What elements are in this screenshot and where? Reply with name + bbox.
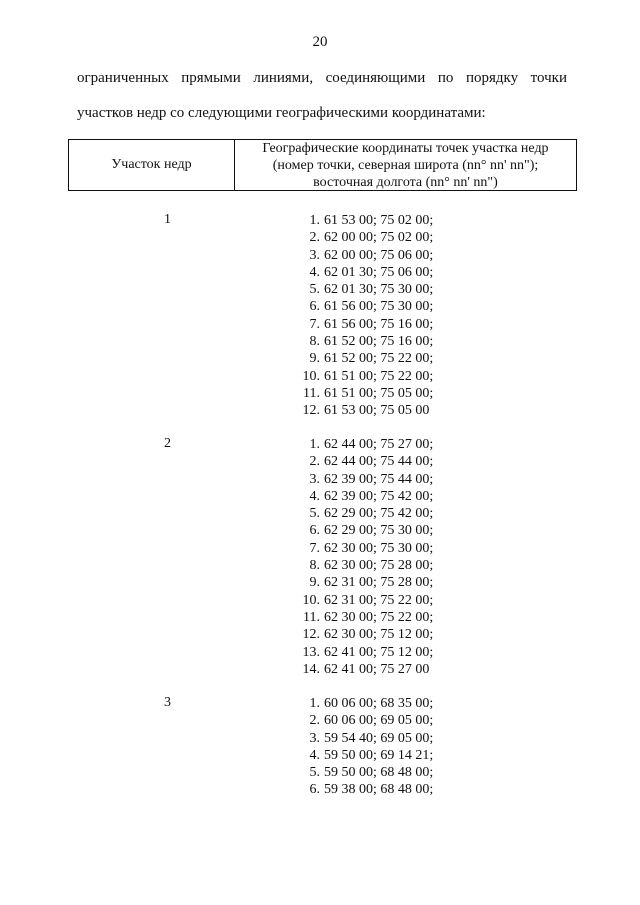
- point-coordinates: 62 39 00; 75 42 00;: [324, 488, 434, 504]
- coordinate-row: [262, 402, 466, 419]
- point-coordinates: 62 30 00; 75 28 00;: [324, 558, 434, 574]
- point-coordinates: 59 38 00; 68 48 00;: [324, 782, 434, 798]
- coordinate-row: [262, 316, 466, 333]
- point-coordinates: 61 52 00; 75 22 00;: [324, 351, 434, 367]
- coordinate-row: [262, 471, 466, 488]
- point-number: 6.: [309, 299, 320, 315]
- point-number: 11.: [303, 385, 320, 401]
- point-number: 10.: [302, 368, 320, 384]
- coordinate-row: [262, 436, 466, 453]
- coordinate-row: [262, 350, 466, 367]
- header-coordinates-line-3: восточная долгота (nn° nn' nn"): [313, 174, 498, 190]
- coordinate-row: [262, 229, 466, 246]
- coordinate-row: [262, 505, 466, 522]
- point-number: 2.: [309, 454, 320, 470]
- point-number: 11.: [303, 609, 320, 625]
- point-coordinates: 61 56 00; 75 16 00;: [324, 316, 434, 332]
- point-number: 4.: [309, 488, 320, 504]
- coordinate-row: [262, 592, 466, 609]
- coordinate-row: [262, 385, 466, 402]
- point-coordinates: 62 44 00; 75 44 00;: [324, 454, 434, 470]
- point-coordinates: 62 31 00; 75 22 00;: [324, 592, 434, 608]
- coordinate-row: [262, 695, 466, 712]
- coordinate-row: [262, 540, 466, 557]
- point-number: 12.: [302, 627, 320, 643]
- coordinate-row: [262, 298, 466, 315]
- point-number: 4.: [309, 747, 320, 763]
- coordinate-list: [262, 695, 466, 799]
- point-coordinates: 62 44 00; 75 27 00;: [324, 437, 434, 452]
- point-coordinates: 62 29 00; 75 42 00;: [324, 506, 434, 522]
- point-number: 9.: [309, 575, 320, 591]
- point-number: 12.: [302, 403, 320, 419]
- point-number: 8.: [309, 558, 320, 574]
- coordinate-row: [262, 368, 466, 385]
- coordinate-row: [262, 712, 466, 729]
- paragraph-line-1: ограниченных прямыми линиями, соединяющими по порядку точки: [77, 70, 567, 86]
- header-coordinates-line-1: Географические координаты точек участка недр: [262, 140, 549, 156]
- coordinate-list: [262, 436, 466, 678]
- point-number: 5.: [309, 765, 320, 781]
- point-coordinates: 59 50 00; 69 14 21;: [324, 747, 434, 763]
- coordinates-table-header: [68, 139, 577, 191]
- point-number: 5.: [309, 282, 320, 298]
- point-coordinates: 61 56 00; 75 30 00;: [324, 299, 434, 315]
- point-coordinates: 62 00 00; 75 02 00;: [324, 230, 434, 246]
- point-coordinates: 62 41 00; 75 27 00: [324, 661, 430, 677]
- coordinate-row: [262, 747, 466, 764]
- point-number: 2.: [309, 230, 320, 246]
- point-number: 3.: [309, 471, 320, 487]
- point-coordinates: 62 00 00; 75 06 00;: [324, 247, 434, 263]
- point-coordinates: 59 50 00; 68 48 00;: [324, 765, 434, 781]
- coordinate-row: [262, 557, 466, 574]
- point-number: 8.: [309, 334, 320, 350]
- point-coordinates: 62 30 00; 75 22 00;: [324, 609, 434, 625]
- coordinate-row: [262, 626, 466, 643]
- point-number: 3.: [309, 730, 320, 746]
- point-coordinates: 59 54 40; 69 05 00;: [324, 730, 434, 746]
- point-coordinates: 62 30 00; 75 30 00;: [324, 540, 434, 556]
- point-number: 7.: [309, 540, 320, 556]
- point-number: 3.: [309, 247, 320, 263]
- point-number: 13.: [302, 644, 320, 660]
- plot-number: 1: [164, 212, 171, 227]
- header-coordinates-line-2: (номер точки, северная широта (nn° nn' nn");: [272, 157, 539, 173]
- coordinate-list: [262, 212, 466, 420]
- point-number: 6.: [309, 523, 320, 539]
- header-coordinates-column: [235, 140, 576, 190]
- point-coordinates: 62 41 00; 75 12 00;: [324, 644, 434, 660]
- point-coordinates: 62 31 00; 75 28 00;: [324, 575, 434, 591]
- point-coordinates: 61 53 00; 75 02 00;: [324, 213, 434, 228]
- point-number: 1.: [309, 437, 320, 452]
- coordinate-row: [262, 661, 466, 678]
- point-coordinates: 61 52 00; 75 16 00;: [324, 334, 434, 350]
- point-coordinates: 60 06 00; 68 35 00;: [324, 696, 434, 711]
- coordinate-row: [262, 333, 466, 350]
- point-coordinates: 61 51 00; 75 05 00;: [324, 385, 434, 401]
- coordinate-row: [262, 781, 466, 798]
- point-coordinates: 60 06 00; 69 05 00;: [324, 713, 434, 729]
- point-number: 1.: [309, 213, 320, 228]
- coordinate-row: [262, 609, 466, 626]
- plot-number: 3: [164, 695, 171, 710]
- point-number: 1.: [309, 696, 320, 711]
- point-number: 7.: [309, 316, 320, 332]
- point-number: 4.: [309, 264, 320, 280]
- point-number: 5.: [309, 506, 320, 522]
- coordinate-row: [262, 264, 466, 281]
- point-coordinates: 62 39 00; 75 44 00;: [324, 471, 434, 487]
- page-number: 20: [312, 34, 328, 50]
- plot-number: 2: [164, 436, 171, 451]
- coordinate-row: [262, 574, 466, 591]
- point-number: 9.: [309, 351, 320, 367]
- coordinate-row: [262, 764, 466, 781]
- header-plot-column: Участок недр: [69, 140, 235, 190]
- paragraph-line-2: участков недр со следующими географическими координатами:: [77, 105, 486, 121]
- coordinate-row: [262, 522, 466, 539]
- coordinate-row: [262, 488, 466, 505]
- point-coordinates: 62 01 30; 75 06 00;: [324, 264, 434, 280]
- point-coordinates: 62 29 00; 75 30 00;: [324, 523, 434, 539]
- point-coordinates: 61 51 00; 75 22 00;: [324, 368, 434, 384]
- point-number: 10.: [302, 592, 320, 608]
- point-number: 6.: [309, 782, 320, 798]
- coordinate-row: [262, 644, 466, 661]
- point-coordinates: 62 01 30; 75 30 00;: [324, 282, 434, 298]
- coordinate-row: [262, 453, 466, 470]
- point-coordinates: 61 53 00; 75 05 00: [324, 403, 430, 419]
- coordinate-row: [262, 730, 466, 747]
- point-coordinates: 62 30 00; 75 12 00;: [324, 627, 434, 643]
- coordinate-row: [262, 247, 466, 264]
- coordinate-row: [262, 212, 466, 229]
- point-number: 14.: [302, 661, 320, 677]
- point-number: 2.: [309, 713, 320, 729]
- coordinate-row: [262, 281, 466, 298]
